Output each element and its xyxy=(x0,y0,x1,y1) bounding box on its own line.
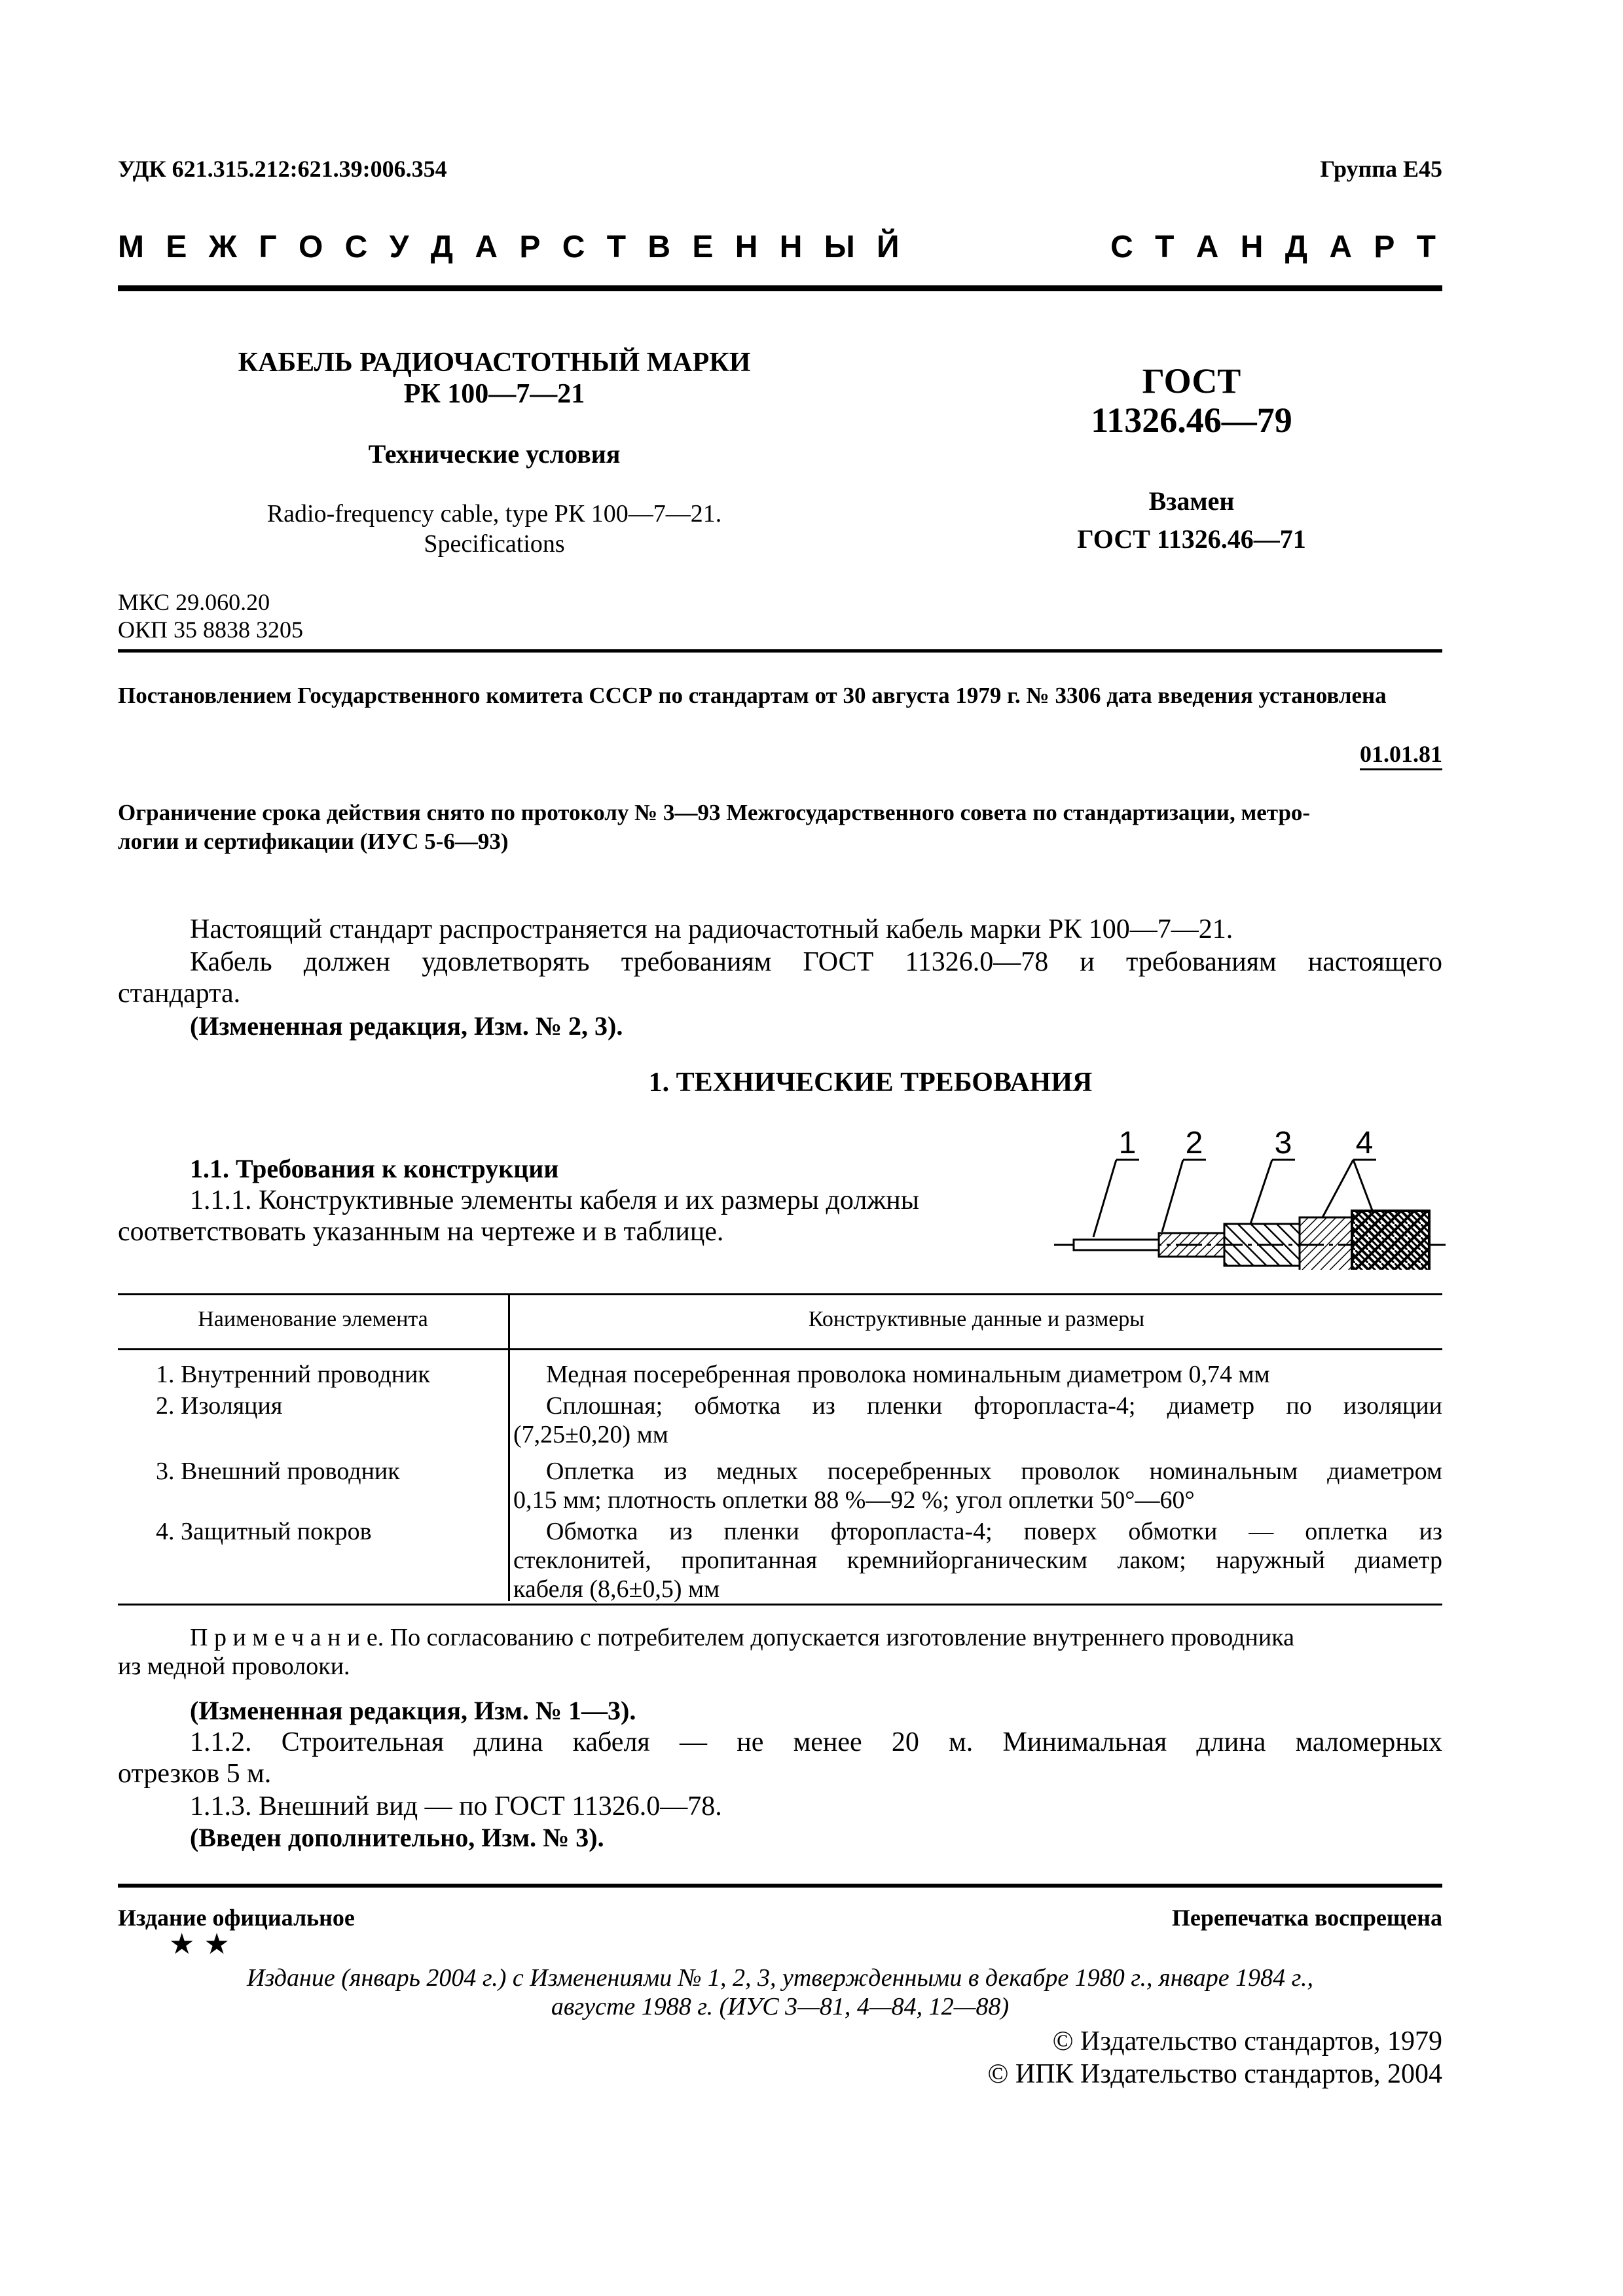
stars-mark: ★ ★ xyxy=(169,1928,230,1961)
table-row-name: 4. Защитный покров xyxy=(156,1518,372,1545)
table-bottom-rule xyxy=(118,1604,1442,1605)
title-line1: КАБЕЛЬ РАДИОЧАСТОТНЫЙ МАРКИ xyxy=(238,348,751,378)
replaces-gost: ГОСТ 11326.46—71 xyxy=(1077,524,1306,554)
copyright-2004: © ИПК Издательство стандартов, 2004 xyxy=(987,2059,1442,2089)
title-subtitle: Технические условия xyxy=(368,439,621,469)
intro-amend: (Измененная редакция, Изм. № 2, 3). xyxy=(190,1011,623,1041)
drawing-label-1: 1 xyxy=(1118,1126,1137,1160)
table-header-rule xyxy=(118,1348,1442,1350)
p113: 1.1.3. Внешний вид — по ГОСТ 11326.0—78. xyxy=(190,1791,722,1821)
construction-subheading: 1.1. Требования к конструкции xyxy=(190,1154,559,1183)
gost-number: 11326.46—79 xyxy=(1091,401,1292,440)
table-row-data: Обмотка из пленки фторопласта-4; поверх обмотки — оплетка из xyxy=(546,1518,1442,1545)
note-label: П р и м е ч а н и е. xyxy=(190,1624,384,1651)
table-row-data: Сплошная; обмотка из пленки фторопласта-4; диаметр по изоляции xyxy=(546,1392,1442,1420)
edition-line2: августе 1988 г. (ИУС 3—81, 4—84, 12—88) xyxy=(551,1993,1010,2020)
amend-1: (Измененная редакция, Изм. № 1—3). xyxy=(190,1696,636,1725)
table-column-divider xyxy=(508,1293,510,1601)
limitation-line1: Ограничение срока действия снято по протоколу № 3—93 Межгосударственного совета по стандартизации, метро- xyxy=(118,800,1311,825)
title-line2: РК 100—7—21 xyxy=(403,379,585,409)
cable-drawing xyxy=(1054,1119,1447,1270)
gost-label: ГОСТ xyxy=(1142,361,1241,401)
section-heading: 1. ТЕХНИЧЕСКИЕ ТРЕБОВАНИЯ xyxy=(648,1067,1093,1098)
table-row-data: стеклонитей, пропитанная кремнийорганическим лаком; наружный диаметр xyxy=(513,1547,1442,1574)
group-code: Группа Е45 xyxy=(1320,156,1442,182)
note-text: По согласованию с потребителем допускается изготовление внутреннего проводника xyxy=(390,1624,1294,1651)
table-row-data: 0,15 мм; плотность оплетки 88 %—92 %; угол оплетки 50°—60° xyxy=(513,1486,1195,1514)
table-row-data: Оплетка из медных посеребренных проволок номинальным диаметром xyxy=(546,1458,1442,1485)
title-en-line2: Specifications xyxy=(424,530,565,558)
edition-line1: Издание (январь 2004 г.) с Изменениями № 1, 2, 3, утвержденными в декабре 1980 г., январе 1984 г., xyxy=(247,1964,1313,1992)
intro-p2-line1: Кабель должен удовлетворять требованиям ГОСТ 11326.0—78 и требованиям настоящего xyxy=(190,947,1442,977)
okp-code: ОКП 35 8838 3205 xyxy=(118,617,304,643)
table-col2-header: Конструктивные данные и размеры xyxy=(808,1307,1145,1331)
udk-code: УДК 621.315.212:621.39:006.354 xyxy=(118,156,447,182)
table-row-name: 1. Внутренний проводник xyxy=(156,1361,430,1388)
table-top-rule xyxy=(118,1293,1442,1295)
amend-2: (Введен дополнительно, Изм. № 3). xyxy=(190,1823,604,1852)
decree-text: Постановлением Государственного комитета СССР по стандартам от 30 августа 1979 г. № 3306 дата введения установлена xyxy=(118,683,1387,708)
official-edition: Издание официальное xyxy=(118,1905,355,1931)
p112-line2: отрезков 5 м. xyxy=(118,1759,272,1789)
banner-right: С Т А Н Д А Р Т xyxy=(1110,230,1442,264)
table-row-data: (7,25±0,20) мм xyxy=(513,1421,668,1448)
intro-p1: Настоящий стандарт распространяется на радиочастотный кабель марки РК 100—7—21. xyxy=(190,914,1233,944)
drawing-label-2: 2 xyxy=(1185,1126,1203,1160)
replaces-label: Взамен xyxy=(1148,486,1235,516)
table-col1-header: Наименование элемента xyxy=(198,1307,428,1331)
note-line2: из медной проволоки. xyxy=(118,1653,350,1680)
drawing-label-3: 3 xyxy=(1274,1126,1292,1160)
title-en-line1: Radio-frequency cable, type РК 100—7—21. xyxy=(266,500,722,528)
banner-rule xyxy=(118,285,1442,291)
p112-line1: 1.1.2. Строительная длина кабеля — не менее 20 м. Минимальная длина маломерных xyxy=(190,1727,1442,1757)
table-row-name: 2. Изоляция xyxy=(156,1392,283,1420)
banner-left: М Е Ж Г О С У Д А Р С Т В Е Н Н Ы Й xyxy=(118,230,906,264)
note-line1 xyxy=(190,1623,1294,1652)
p111-line2: соответствовать указанным на чертеже и в таблице. xyxy=(118,1217,724,1247)
copyright-1979: © Издательство стандартов, 1979 xyxy=(1052,2026,1442,2056)
reprint-prohibited: Перепечатка воспрещена xyxy=(1171,1905,1442,1931)
drawing-label-4: 4 xyxy=(1355,1126,1374,1160)
footer-rule xyxy=(118,1884,1442,1888)
table-row-name: 3. Внешний проводник xyxy=(156,1458,400,1485)
intro-p2-line2: стандарта. xyxy=(118,978,241,1009)
codes-rule xyxy=(118,649,1442,653)
introduction-date: 01.01.81 xyxy=(1360,740,1442,770)
limitation-line2: логии и сертификации (ИУС 5-6—93) xyxy=(118,829,509,854)
table-row-data: кабеля (8,6±0,5) мм xyxy=(513,1575,720,1603)
table-row-data: Медная посеребренная проволока номинальным диаметром 0,74 мм xyxy=(546,1361,1270,1388)
p111-line1: 1.1.1. Конструктивные элементы кабеля и их размеры должны xyxy=(190,1185,920,1215)
mks-code: МКС 29.060.20 xyxy=(118,589,270,615)
